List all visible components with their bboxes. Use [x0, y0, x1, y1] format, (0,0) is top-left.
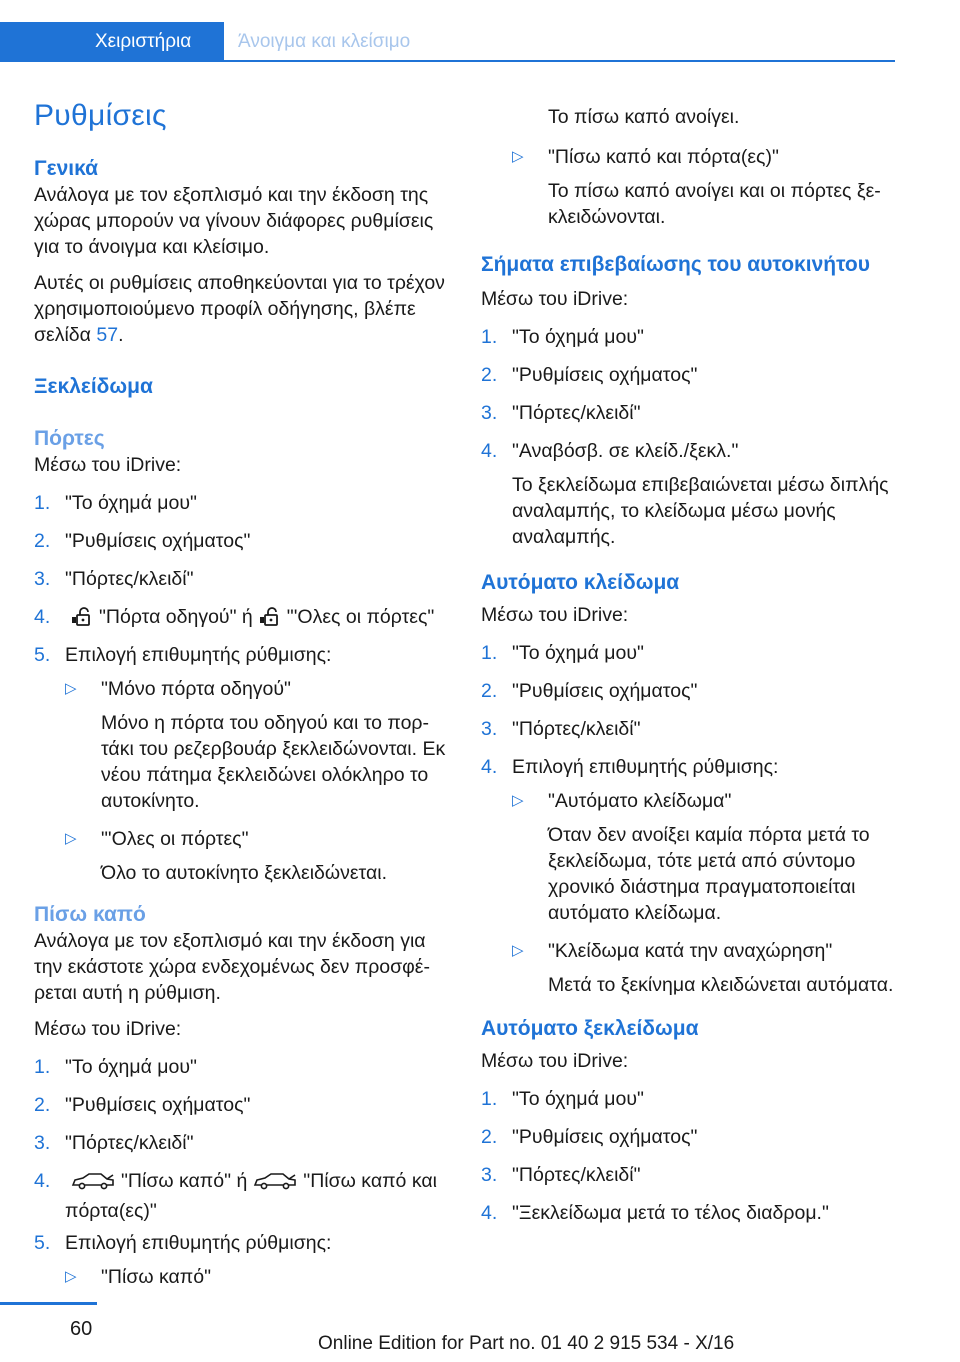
- triangle-bullet-icon: ▷: [65, 1268, 77, 1285]
- step-number: 1.: [34, 1056, 51, 1078]
- sub-option: [65, 826, 448, 886]
- step-text-a: "Πίσω καπό" ή: [121, 1170, 248, 1192]
- step-number: 4.: [481, 1202, 498, 1224]
- sub-option-label: "Πίσω καπό": [101, 1266, 212, 1288]
- unlock-heading: Ξεκλείδωμα: [34, 375, 153, 398]
- step-number: 1.: [481, 642, 498, 664]
- confirm-steps: [481, 324, 901, 550]
- sub-option: [481, 144, 901, 230]
- list-item: [481, 1086, 901, 1118]
- chapter-tab: Χειριστήρια: [0, 22, 224, 62]
- step-desc: Το ξεκλείδωμα επιβεβαιώνεται μέσω διπλής αναλαμπής, το κλείδωμα μέσω μονής αναλαμπής.: [512, 474, 889, 548]
- list-item: [481, 362, 901, 394]
- sub-option-label: "Μόνο πόρτα οδηγού": [101, 678, 291, 700]
- triangle-bullet-icon: ▷: [512, 792, 524, 809]
- confirm-via: Μέσω του iDrive:: [481, 288, 629, 310]
- triangle-bullet-icon: ▷: [512, 148, 524, 165]
- car-trunk-icon: [253, 1171, 297, 1198]
- step-number: 2.: [34, 1094, 51, 1116]
- sub-option-desc: Όλο το αυτοκίνητο ξεκλειδώνεται.: [101, 862, 388, 884]
- door-unlock-icon: [259, 607, 281, 634]
- autounlock-via: Μέσω του iDrive:: [481, 1050, 629, 1072]
- autounlock-heading: Αυτόματο ξεκλείδωμα: [481, 1017, 699, 1040]
- step-text: "Το όχημά μου": [65, 492, 197, 514]
- autolock-sub-options: [512, 788, 901, 998]
- sub-option: [512, 788, 901, 926]
- door-unlock-icon: [71, 607, 93, 634]
- trunk-paragraph: Ανάλογα με τον εξοπλισμό και την έκδοση για την εκάστοτε χώρα ενδεχομένως δεν προσφέρεται αυτή η ρύθμιση.: [34, 930, 431, 1004]
- autolock-via: Μέσω του iDrive:: [481, 604, 629, 626]
- sub-option: [65, 676, 448, 814]
- step-text: "Το όχημά μου": [512, 1088, 644, 1110]
- doors-via: Μέσω του iDrive:: [34, 454, 182, 476]
- general-paragraph-1: Ανάλογα με τον εξοπλισμό και την έκδοση της χώρας μπορούν να γίνουν διάφορες ρυθμίσεις για το άνοιγμα και κλείσιμο.: [34, 184, 434, 258]
- list-item: [34, 1092, 448, 1124]
- autounlock-steps: [481, 1086, 901, 1232]
- list-item: [34, 528, 448, 560]
- doors-sub-options: [65, 676, 448, 886]
- sub-option-label: "Αυτόματο κλείδωμα": [548, 790, 732, 812]
- doors-heading: Πόρτες: [34, 427, 105, 450]
- general-paragraph-2-end: .: [118, 324, 124, 346]
- sub-option-desc: Το πίσω καπό ανοίγει και οι πόρτες ξεκλειδώνονται.: [548, 180, 881, 228]
- list-item: [481, 400, 901, 432]
- step-number: 1.: [34, 492, 51, 514]
- step-number: 4.: [481, 440, 498, 462]
- step-text: "Πόρτες/κλειδί": [512, 1164, 641, 1186]
- list-item: [34, 1168, 448, 1224]
- header-rule: [224, 60, 895, 62]
- list-item: [34, 1130, 448, 1162]
- step-number: 4.: [34, 606, 51, 628]
- list-item: [481, 438, 901, 550]
- trunk-sub-options: [65, 1264, 448, 1290]
- list-item: [481, 754, 901, 998]
- step-text: Επιλογή επιθυμητής ρύθμισης:: [65, 644, 332, 666]
- list-item: [34, 490, 448, 522]
- page-number: 60: [70, 1318, 93, 1340]
- step-number: 1.: [481, 1088, 498, 1110]
- confirm-heading: Σήματα επιβεβαίωσης του αυτοκινήτου: [481, 253, 870, 276]
- sub-option: [512, 938, 901, 998]
- list-item: [481, 324, 901, 356]
- page-title: Ρυθμίσεις: [34, 99, 167, 132]
- autolock-heading: Αυτόματο κλείδωμα: [481, 571, 680, 594]
- step-text: "Το όχημά μου": [512, 326, 644, 348]
- step-text: "Πόρτες/κλειδί": [512, 402, 641, 424]
- sub-option-desc: Μετά το ξεκίνημα κλειδώνεται αυτόματα.: [548, 974, 894, 996]
- doors-steps: [34, 490, 448, 886]
- general-paragraph-2-text: Αυτές οι ρυθμίσεις αποθηκεύονται για το τρέχον χρησιμοποιούμενο προφίλ οδήγησης, βλέπε σελίδα: [34, 272, 445, 346]
- step-text: "Ξεκλείδωμα μετά το τέλος διαδρομ.": [512, 1202, 829, 1224]
- list-item: [481, 640, 901, 672]
- step-text: Επιλογή επιθυμητής ρύθμισης:: [512, 756, 779, 778]
- step-number: 3.: [481, 718, 498, 740]
- step-text: "Ρυθμίσεις οχήματος": [512, 364, 698, 386]
- general-heading: Γενικά: [34, 157, 99, 180]
- step-text: "Ρυθμίσεις οχήματος": [512, 680, 698, 702]
- step-text: "Πόρτες/κλειδί": [65, 1132, 194, 1154]
- step-text: "Ρυθμίσεις οχήματος": [65, 530, 251, 552]
- step-text: "Πόρτες/κλειδί": [65, 568, 194, 590]
- sub-option-desc: Όταν δεν ανοίξει καμία πόρτα μετά το ξεκλείδωμα, τότε μετά από σύντομο χρονικό διάστημα πραγματοποιείται αυτόματο κλείδωμα.: [548, 824, 870, 924]
- trunk-steps: [34, 1054, 448, 1290]
- step-text-a: "Πόρτα οδηγού" ή: [99, 606, 253, 628]
- step-text: "Ρυθμίσεις οχήματος": [65, 1094, 251, 1116]
- step-number: 3.: [34, 1132, 51, 1154]
- step-text: "Αναβόσβ. σε κλείδ./ξεκλ.": [512, 440, 739, 462]
- list-item: [34, 604, 448, 636]
- triangle-bullet-icon: ▷: [65, 680, 77, 697]
- sub-option-label: "Πίσω καπό και πόρτα(ες)": [548, 146, 779, 168]
- section-tab: Άνοιγμα και κλείσιμο: [238, 31, 411, 52]
- list-item: [34, 1054, 448, 1086]
- sub-option-label: "'Ολες οι πόρτες": [101, 828, 249, 850]
- step-text: "Το όχημά μου": [65, 1056, 197, 1078]
- step-number: 5.: [34, 644, 51, 666]
- step-number: 2.: [34, 530, 51, 552]
- general-paragraph-2: [34, 270, 448, 348]
- autolock-steps: [481, 640, 901, 998]
- sub-option-desc: Το πίσω καπό ανοίγει.: [548, 106, 740, 128]
- sub-option-desc: Μόνο η πόρτα του οδηγού και το πορτάκι του ρεζερβουάρ ξεκλειδώνονται. Εκ νέου πάτημα ξεκλειδώνει ολόκληρο το αυτοκίνητο.: [101, 712, 446, 812]
- page-header: [0, 22, 895, 62]
- step-text: "Ρυθμίσεις οχήματος": [512, 1126, 698, 1148]
- step-text-b: "'Ολες οι πόρτες": [286, 606, 435, 628]
- step-text-b: "Πίσω καπό και πόρτα(ες)": [65, 1170, 437, 1222]
- sub-option: [65, 1264, 448, 1290]
- car-trunk-icon: [71, 1171, 115, 1198]
- trunk-heading: Πίσω καπό: [34, 903, 146, 926]
- step-number: 4.: [34, 1170, 51, 1192]
- sub-option-label: "Κλείδωμα κατά την αναχώρηση": [548, 940, 833, 962]
- list-item: [481, 1162, 901, 1194]
- step-number: 2.: [481, 1126, 498, 1148]
- list-item: [481, 1124, 901, 1156]
- page-link[interactable]: 57: [96, 324, 119, 346]
- step-number: 4.: [481, 756, 498, 778]
- step-text: Επιλογή επιθυμητής ρύθμισης:: [65, 1232, 332, 1254]
- list-item: [481, 716, 901, 748]
- step-number: 2.: [481, 364, 498, 386]
- step-number: 2.: [481, 680, 498, 702]
- list-item: [34, 566, 448, 598]
- step-text: "Πόρτες/κλειδί": [512, 718, 641, 740]
- step-number: 3.: [481, 402, 498, 424]
- step-number: 5.: [34, 1232, 51, 1254]
- step-number: 3.: [481, 1164, 498, 1186]
- footer-rule: [0, 1302, 97, 1305]
- list-item: [34, 1230, 448, 1290]
- edition-text: Online Edition for Part no. 01 40 2 915 534 - X/16: [318, 1333, 735, 1354]
- list-item: [34, 642, 448, 886]
- triangle-bullet-icon: ▷: [512, 942, 524, 959]
- step-number: 3.: [34, 568, 51, 590]
- list-item: [481, 678, 901, 710]
- left-column: [34, 96, 448, 1302]
- step-text: "Το όχημά μου": [512, 642, 644, 664]
- right-column: [481, 104, 901, 1244]
- triangle-bullet-icon: ▷: [65, 830, 77, 847]
- list-item: [481, 1200, 901, 1232]
- trunk-via: Μέσω του iDrive:: [34, 1018, 182, 1040]
- step-number: 1.: [481, 326, 498, 348]
